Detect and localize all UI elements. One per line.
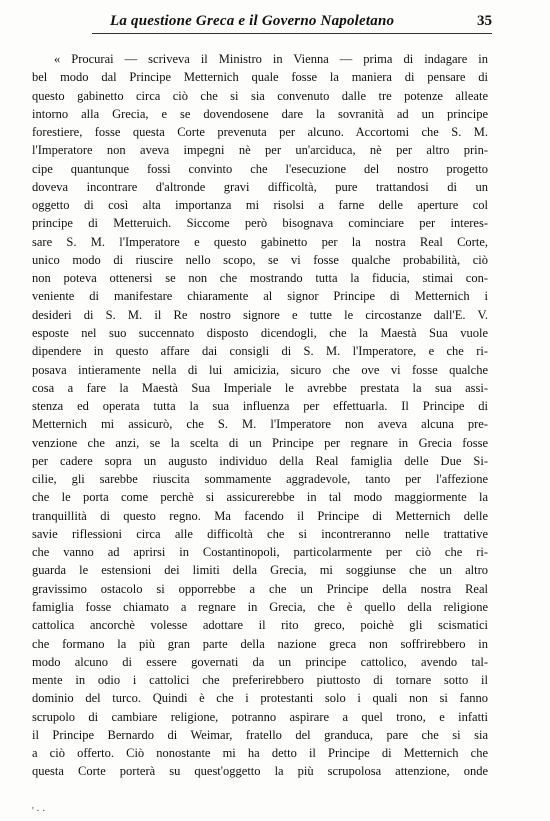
text-line: scrupolo di cambiare religione, potranno aspirare a quel trono, e infatti: [32, 709, 488, 724]
text-line: l'Imperatore non aveva impegni nè per un'arciduca, nè per altro prin-: [32, 143, 488, 158]
text-line: oggetto di così alta importanza mi risolsi a farne delle aperture col: [32, 198, 488, 213]
text-line: cosa a fare la Maestà Sua Imperiale le avrebbe prestata la sua assi-: [32, 380, 488, 395]
text-line: che le porta come perchè si assicurerebbe in tal modo maggiormente la: [32, 490, 488, 505]
text-line: veniente di manifestare chiaramente al signor Principe di Metternich i: [32, 289, 488, 304]
text-line: tranquillità di questo regno. Ma facendo il Principe di Metternich delle: [32, 508, 488, 523]
text-line: cilie, gli sarebbe riuscita sommamente aggradevole, tanto per l'affezione: [32, 472, 488, 487]
text-line: unico modo di riuscire nello scopo, se vi fosse qualche probabilità, ciò: [32, 252, 488, 267]
text-line: gravissimo ostacolo si opporrebbe a che un Principe della nostra Real: [32, 581, 488, 596]
text-line: desideri di S. M. il Re nostro signore e tutte le circostanze dall'E. V.: [32, 307, 488, 322]
text-line: dominio del turco. Quindi è che i protestanti solo i quali non si fanno: [32, 691, 488, 706]
text-line: bel modo dal Principe Metternich quale fosse la maniera di pensare di: [32, 70, 488, 85]
text-line: « Procurai — scriveva il Ministro in Vienna — prima di indagare in: [54, 52, 488, 66]
text-line: principe di Metteruich. Siccome però bisognava cominciare per interes-: [32, 216, 488, 231]
text-line: Metternich mi assicurò, che S. M. l'Imperatore non aveva alcuna pre-: [32, 417, 488, 432]
text-line: cattolica ancorchè volesse adottare il rito greco, poichè gli scismatici: [32, 618, 488, 633]
text-line: guarda le estensioni dei limiti della Grecia, mi soggiunse che un altro: [32, 563, 488, 578]
text-line: modo alcuno di essere governati da un principe cattolico, avendo tal-: [32, 654, 488, 669]
body-paragraph: [32, 50, 488, 815]
text-line: il Principe Bernardo di Weimar, fratello del granduca, pare che si sia: [32, 727, 488, 742]
text-line: mente in odio i cattolici che preferirebbero piuttosto di tornare sotto il: [32, 673, 488, 688]
print-mark: ' · ·: [32, 806, 46, 817]
text-line: forestiere, fosse questa Corte prevenuta per alcuno. Accortomi che S. M.: [32, 125, 488, 140]
running-header-title: La questione Greca e il Governo Napoletano: [110, 13, 395, 29]
text-line: non poteva ottenersi se non che mostrando tutta la fiducia, stimai con-: [32, 271, 488, 286]
text-line: dipendere in questo affare dai consigli di S. M. l'Imperatore, e che ri-: [32, 344, 488, 359]
text-line: famiglia fosse chiamato a regnare in Grecia, che è quello della religione: [32, 599, 488, 614]
text-line: questo gabinetto circa ciò che si sia convenuto dalle tre potenze alleate: [32, 88, 488, 103]
text-line: che formano la più gran parte della nazione greca non soffrirebbero in: [32, 636, 488, 651]
text-line: per cadere sopra un augusto individuo della Real famiglia delle Due Si-: [32, 453, 488, 468]
text-line: posava intieramente nella di lui amicizia, sicuro che ove vi fosse qualche: [32, 362, 488, 377]
text-line: a ciò offerto. Ciò nonostante mi ha detto il Principe di Metternich che: [32, 746, 488, 761]
text-line: savie riflessioni circa alle difficoltà che si incontreranno nelle trattative: [32, 526, 488, 541]
text-line: cipe quantunque fossi convinto che l'esecuzione del nostro progetto: [32, 161, 488, 176]
running-header: [92, 10, 492, 34]
text-line: che vanno ad aprirsi in Costantinopoli, particolarmente per ciò che ri-: [32, 545, 488, 560]
header-rule: [92, 33, 492, 34]
text-line: sare S. M. l'Imperatore e questo gabinetto per la nostra Real Corte,: [32, 234, 488, 249]
text-line: esposte nel suo succennato disposto dicendogli, che la Maestà Sua vuole: [32, 325, 488, 340]
text-line: venzione che anzi, se la scelta di un Principe per regnare in Grecia fosse: [32, 435, 488, 450]
text-line: intorno alla Grecia, e se dovendosene dare la sovranità ad un principe: [32, 106, 488, 121]
page-number: 35: [477, 13, 492, 29]
text-line: questa Corte porterà su quest'oggetto la più scrupolosa attenzione, onde: [32, 764, 488, 779]
text-line: doveva incontrare d'altronde gravi difficoltà, pure trattandosi di un: [32, 179, 488, 194]
text-line: stenza ed operata tutta la sua influenza per effettuarla. Il Principe di: [32, 399, 488, 414]
